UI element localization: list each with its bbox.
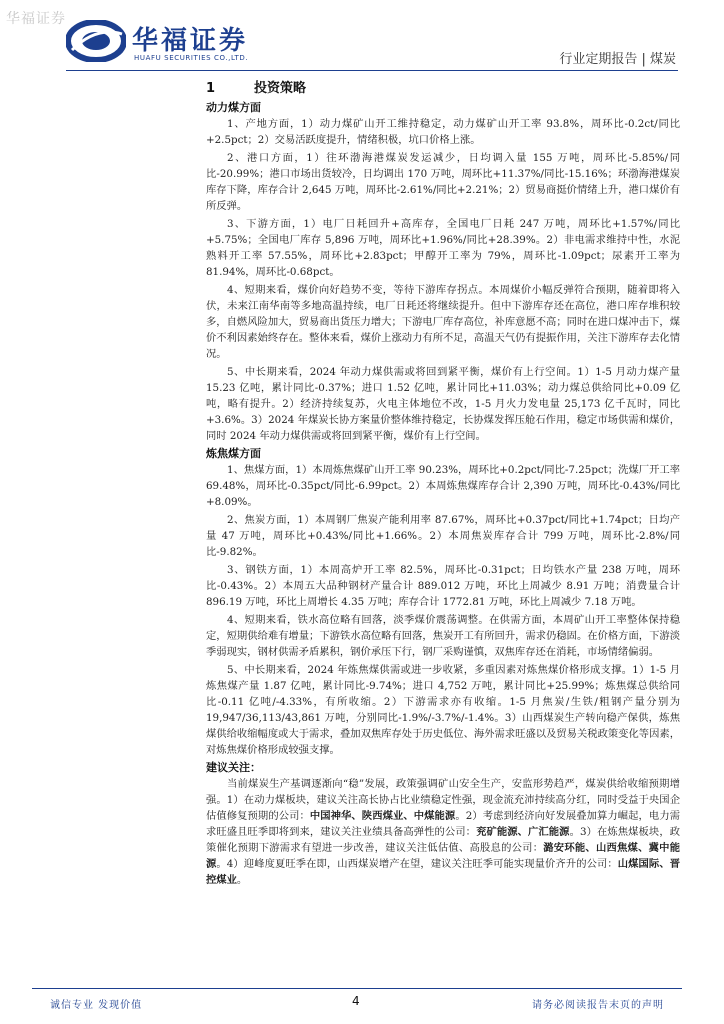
coking-coal-heading: 炼焦煤方面 <box>206 447 261 460</box>
logo-chinese-name: 华福证券 <box>132 26 249 56</box>
coking-coal-paragraph-5: 5、中长期来看，2024 年炼焦煤供需或进一步收紧，多重因素对炼焦煤价格形成支撑。1）1-5 月炼焦煤产量 1.87 亿吨，累计同比-9.74%；进口 4,752 万吨，累计同比+25.99%；炼焦煤总供给同比-0.11 亿吨/-4.33%，有所收缩。2）下游需求亦有收缩。1-5 月焦炭/生铁/粗钢产量分别为 19,947/36,113/43,861 万吨，分别同比-1.9%/-3.7%/-1.4%。3）山西煤炭生产转向稳产保供，炼焦煤供给收缩幅度或大于需求，叠加双焦库存处于历史低位、海外需求旺盛以及贸易关税政策变化等因素，对炼焦煤价格形成较强支撑。 <box>206 664 680 756</box>
huafu-logo-icon <box>66 20 126 62</box>
section-title-text: 投资策略 <box>254 81 307 96</box>
footer-slogan: 诚信专业 发现价值 <box>50 1000 143 1011</box>
company-logo <box>66 14 266 68</box>
advice-paragraph <box>206 776 680 888</box>
thermal-coal-heading: 动力煤方面 <box>206 101 261 114</box>
coking-coal-paragraph-2: 2、焦炭方面，1）本周钢厂焦炭产能利用率 87.67%，周环比+0.37pct/同比+1.74pct；日均产量 47 万吨，周环比+0.43%/同比+1.66%。2）本周焦炭库存合计 799 万吨，周环比-2.8%/同比-9.82%。 <box>206 514 680 558</box>
advice-text-1: 当前煤炭生产基调逐渐向“稳”发展，政策强调矿山安全生产，安监形势趋严，煤炭供给收缩预期增强。1）在动力煤板块，建议关注高长协占比业绩稳定性强，现金流充沛持续高分红，同时受益于央国企估值修复预期的公司： <box>206 778 680 822</box>
page-header <box>66 14 678 68</box>
header-divider <box>66 70 678 71</box>
report-type: 行业定期报告 | 煤炭 <box>559 52 676 67</box>
thermal-coal-paragraph-4: 4、短期来看，煤价向好趋势不变，等待下游库存拐点。本周煤价小幅反弹符合预期，随着即将入伏，未来江南华南等多地高温持续，电厂日耗还将继续提升。但中下游库存还在高位，港口库存堆积较多，自燃风险加大，贸易商出货压力增大；下游电厂库存高位，补库意愿不高；同时在进口煤冲击下，煤价不利因素始终存在。整体来看，煤价上涨动力有所不足，高温天气仍有提振作用，关注下游库存去化情况。 <box>206 284 680 360</box>
advice-stocks-2: 兖矿能源、广汇能源 <box>476 826 570 838</box>
advice-stocks-4: 山煤国际、晋控煤业 <box>206 858 680 886</box>
thermal-coal-paragraph-3: 3、下游方面，1）电厂日耗回升+高库存，全国电厂日耗 247 万吨，周环比+1.57%/同比+5.75%；全国电厂库存 5,896 万吨，周环比+1.96%/同比+28.39%。2）非电需求维持中性，水泥熟料开工率 57.55%，周环比+2.83pct；甲醇开工率为 79%，周环比-1.09pct；尿素开工率为 81.94%，周环比-0.68pct。 <box>206 218 680 278</box>
page-number: 4 <box>352 994 360 1008</box>
footer-divider <box>32 988 682 989</box>
advice-text-5: 。 <box>236 874 248 886</box>
coking-coal-paragraph-3: 3、钢铁方面，1）本周高炉开工率 82.5%，周环比-0.31pct；日均铁水产量 238 万吨，周环比-0.43%。2）本周五大品种钢材产量合计 889.012 万吨，环比上周减少 8.91 万吨；消费量合计 896.19 万吨，环比上周增长 4.35 万吨；库存合计 1772.81 万吨，环比上周减少 7.18 万吨。 <box>206 564 680 608</box>
section-title <box>206 80 680 98</box>
advice-text-4: 。4）迎峰度夏旺季在即，山西煤炭增产在望，建议关注旺季可能实现量价齐升的公司： <box>216 858 618 870</box>
section-number: 1 <box>206 81 216 96</box>
advice-stocks-1: 中国神华、陕西煤业、中煤能源 <box>309 810 456 822</box>
advice-text-2: 。2）考虑到经济向好发展叠加算力崛起，电力需求旺盛且旺季即将到来，建议关注业绩具备高弹性的公司： <box>206 810 681 838</box>
advice-heading: 建议关注： <box>206 761 261 774</box>
watermark: 华福证券 <box>6 11 66 27</box>
footer-disclaimer: 请务必阅读报告末页的声明 <box>532 1000 664 1011</box>
thermal-coal-paragraph-5: 5、中长期来看，2024 年动力煤供需或将回到紧平衡，煤价有上行空间。1）1-5 月动力煤产量 15.23 亿吨，累计同比-0.37%；进口 1.52 亿吨，累计同比+11.03%；动力煤总供给同比+0.09 亿吨，略有提升。2）经济持续复苏，火电主体地位不改，1-5 月火力发电量 25,173 亿千瓦时，同比+3.6%。3）2024 年煤炭长协方案量价整体维持稳定，长协煤发挥压舱石作用，稳定市场供需和煤价，同时 2024 年动力煤供需或将回到紧平衡，煤价有上行空间。 <box>206 366 680 442</box>
coking-coal-paragraph-1: 1、焦煤方面，1）本周炼焦煤矿山开工率 90.23%，周环比+0.2pct/同比-7.25pct；洗煤厂开工率 69.48%，周环比-0.35pct/同比-6.99pct。2）本周炼焦煤库存合计 2,390 万吨，周环比-0.43%/同比+8.09%。 <box>206 464 680 508</box>
thermal-coal-paragraph-1: 1、产地方面，1）动力煤矿山开工维持稳定，动力煤矿山开工率 93.8%，周环比-0.2ct/同比+2.5pct；2）交易活跃度提升，情绪积极，坑口价格上涨。 <box>206 118 680 146</box>
report-body <box>206 80 680 890</box>
advice-stocks-3: 潞安环能、山西焦煤、冀中能源 <box>206 842 681 870</box>
thermal-coal-paragraph-2: 2、港口方面，1）往环渤海港煤炭发运减少，日均调入量 155 万吨，周环比-5.85%/同比-20.99%；港口市场出货较冷，日均调出 170 万吨，周环比+11.37%/同比-15.16%；环渤海港煤炭库存下降，库存合计 2,645 万吨，周环比-2.61%/同比+2.21%；2）贸易商挺价情绪上升，港口煤价有所反弹。 <box>206 152 680 212</box>
advice-text-3: 。3）在炼焦煤板块，政策催化预期下游需求有望进一步改善，建议关注低估值、高股息的公司： <box>206 826 681 854</box>
coking-coal-paragraph-4: 4、短期来看，铁水高位略有回落，淡季煤价震荡调整。在供需方面，本周矿山开工率整体保持稳定，短期供给难有增量；下游铁水高位略有回落，焦炭开工有所回升，需求仍稳固。在价格方面，下游淡季弱现实，钢材供需矛盾累积，钢价承压下行，钢厂采购谨慎，双焦库存还在消耗，市场情绪偏弱。 <box>206 614 680 658</box>
logo-english-name: HUAFU SECURITIES CO.,LTD. <box>134 54 249 62</box>
